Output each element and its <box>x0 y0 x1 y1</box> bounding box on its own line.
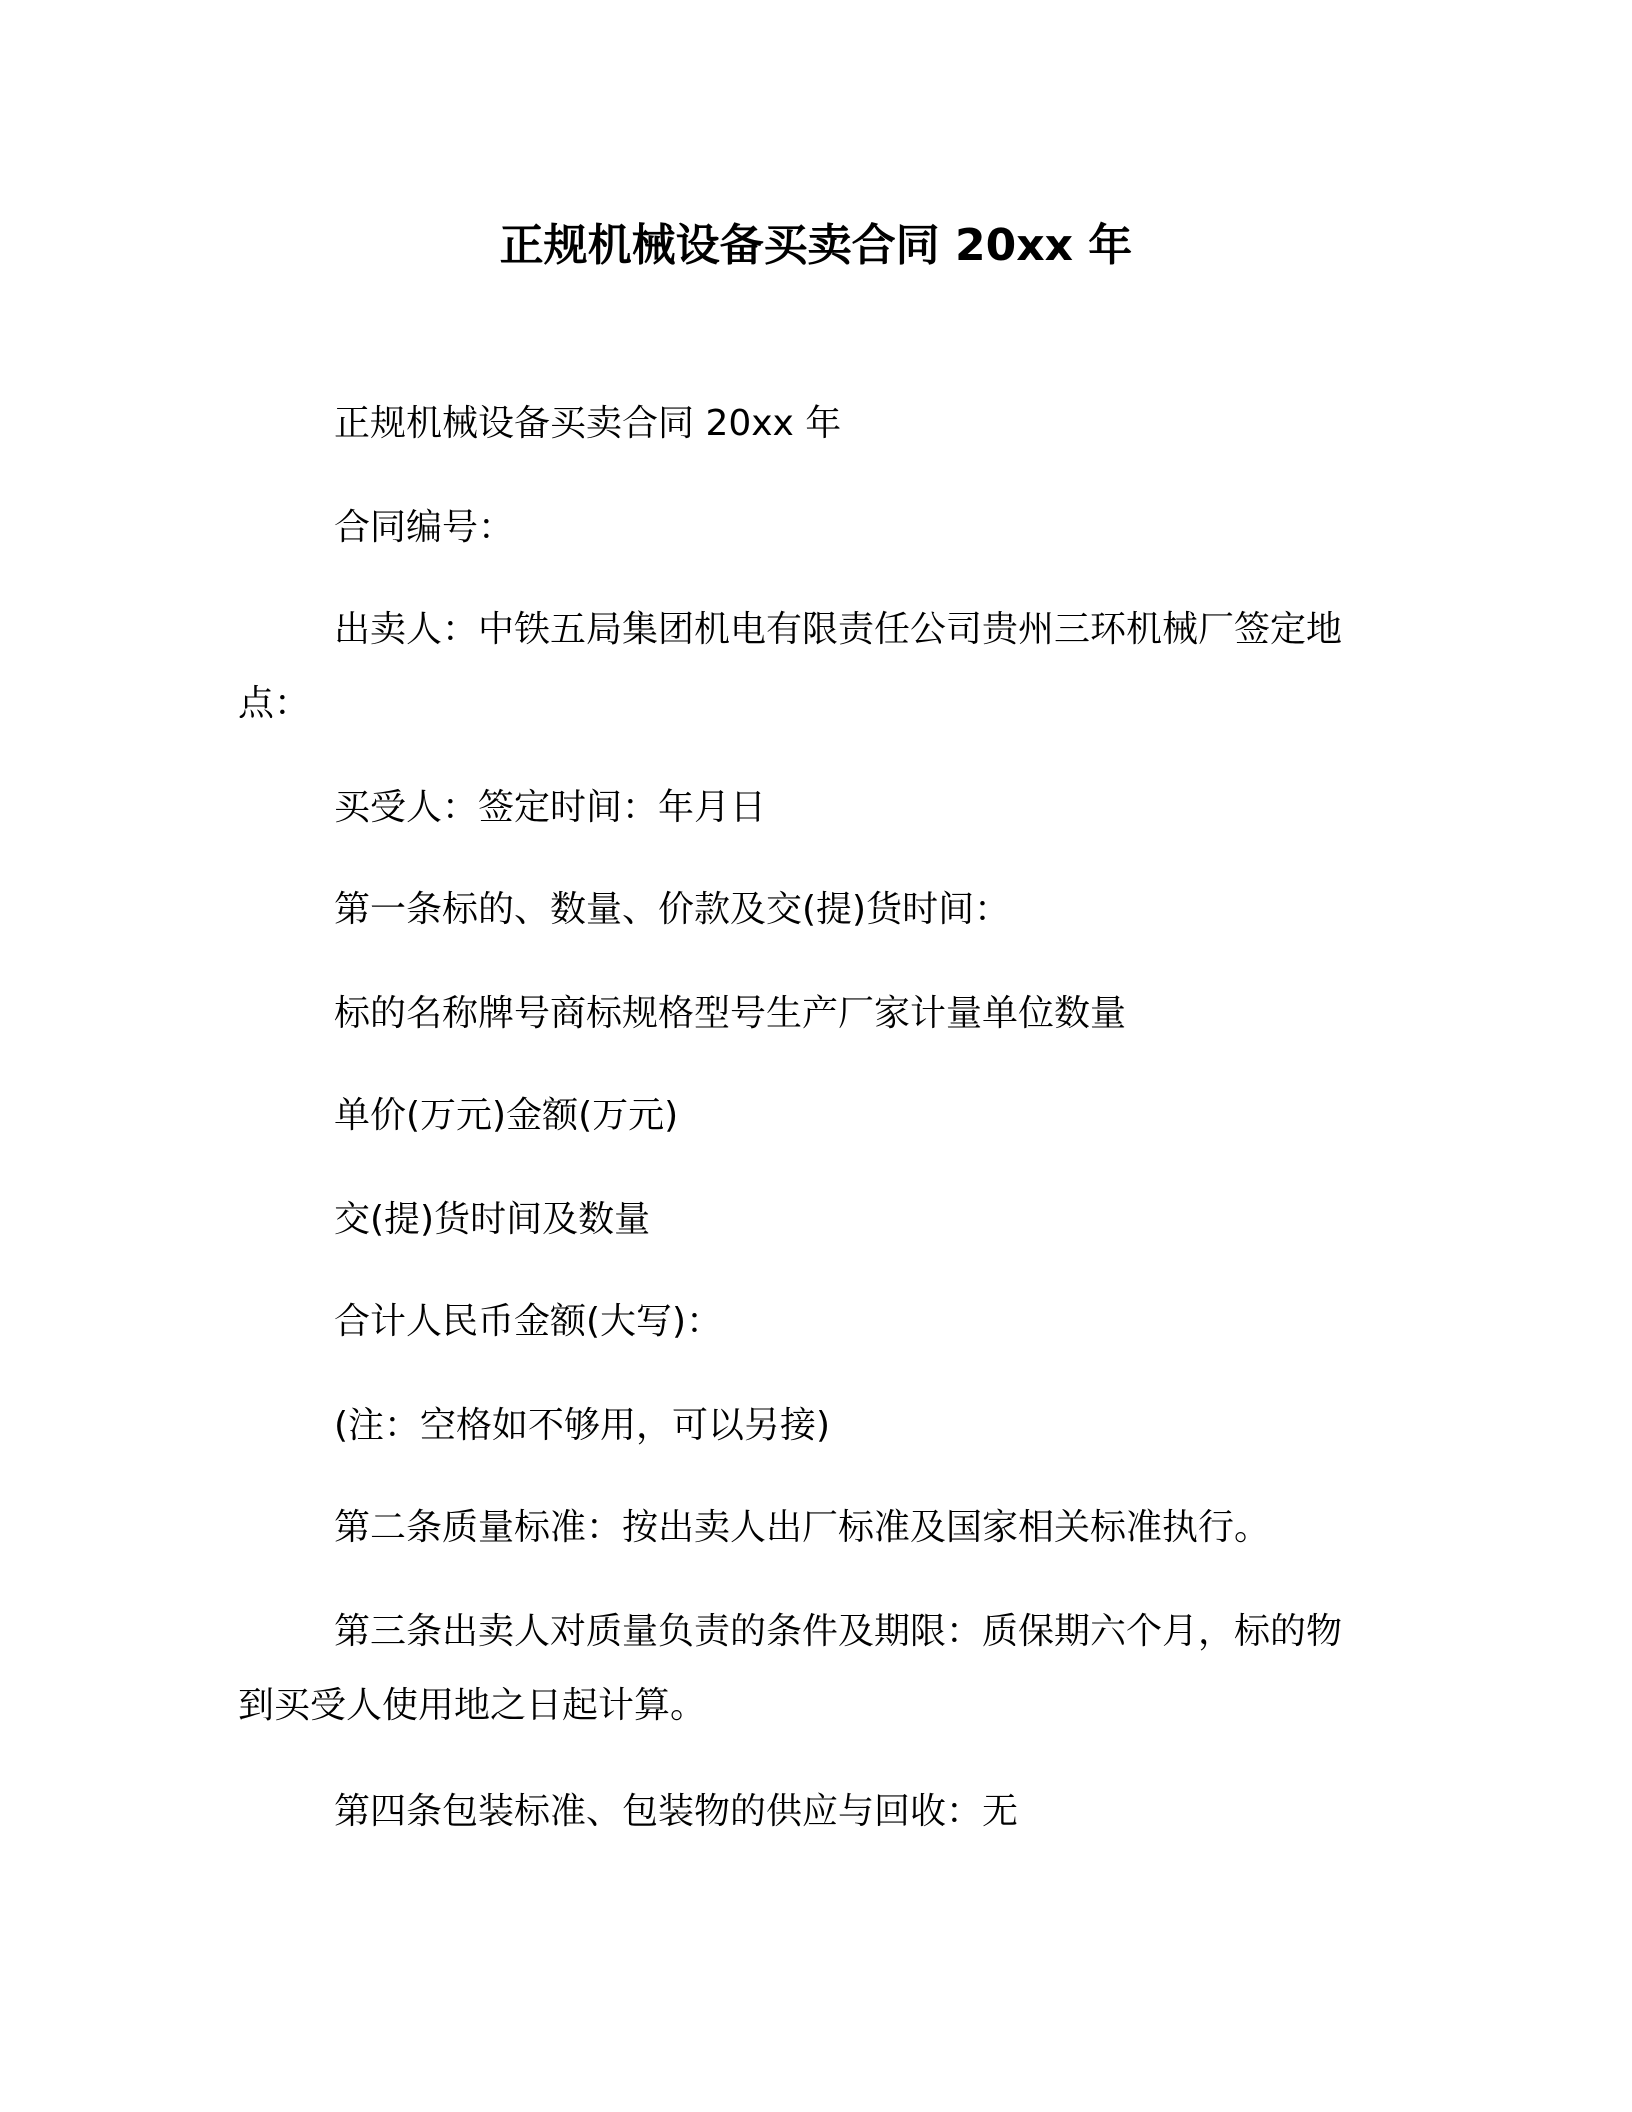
paragraph-seller <box>238 604 1378 730</box>
paragraph-buyer: 买受人：签定时间：年月日 <box>334 787 767 828</box>
paragraph-contract-number: 合同编号： <box>334 507 515 548</box>
paragraph-price-columns: 单价(万元)金额(万元) <box>334 1095 679 1136</box>
paragraph-seller-line-1: 出卖人：中铁五局集团机电有限责任公司贵州三环机械厂签定地 <box>334 609 1343 650</box>
paragraph-seller-line-2: 点： <box>238 683 311 724</box>
document-title: 正规机械设备买卖合同 20xx 年 <box>499 220 1133 271</box>
paragraph-item-columns: 标的名称牌号商标规格型号生产厂家计量单位数量 <box>334 993 1127 1034</box>
paragraph-article-3 <box>238 1606 1378 1732</box>
paragraph-article-1: 第一条标的、数量、价款及交(提)货时间： <box>334 889 1011 930</box>
paragraph-article-3-line-1: 第三条出卖人对质量负责的条件及期限：质保期六个月，标的物 <box>334 1611 1343 1652</box>
paragraph-delivery: 交(提)货时间及数量 <box>334 1199 651 1240</box>
paragraph-note: (注：空格如不够用，可以另接) <box>334 1405 831 1446</box>
paragraph-article-4: 第四条包装标准、包装物的供应与回收：无 <box>334 1791 1019 1832</box>
paragraph-article-3-line-2: 到买受人使用地之日起计算。 <box>238 1685 707 1726</box>
paragraph-article-2: 第二条质量标准：按出卖人出厂标准及国家相关标准执行。 <box>334 1507 1271 1548</box>
paragraph-total-amount: 合计人民币金额(大写)： <box>334 1301 723 1342</box>
paragraph-subtitle: 正规机械设备买卖合同 20xx 年 <box>334 403 842 444</box>
